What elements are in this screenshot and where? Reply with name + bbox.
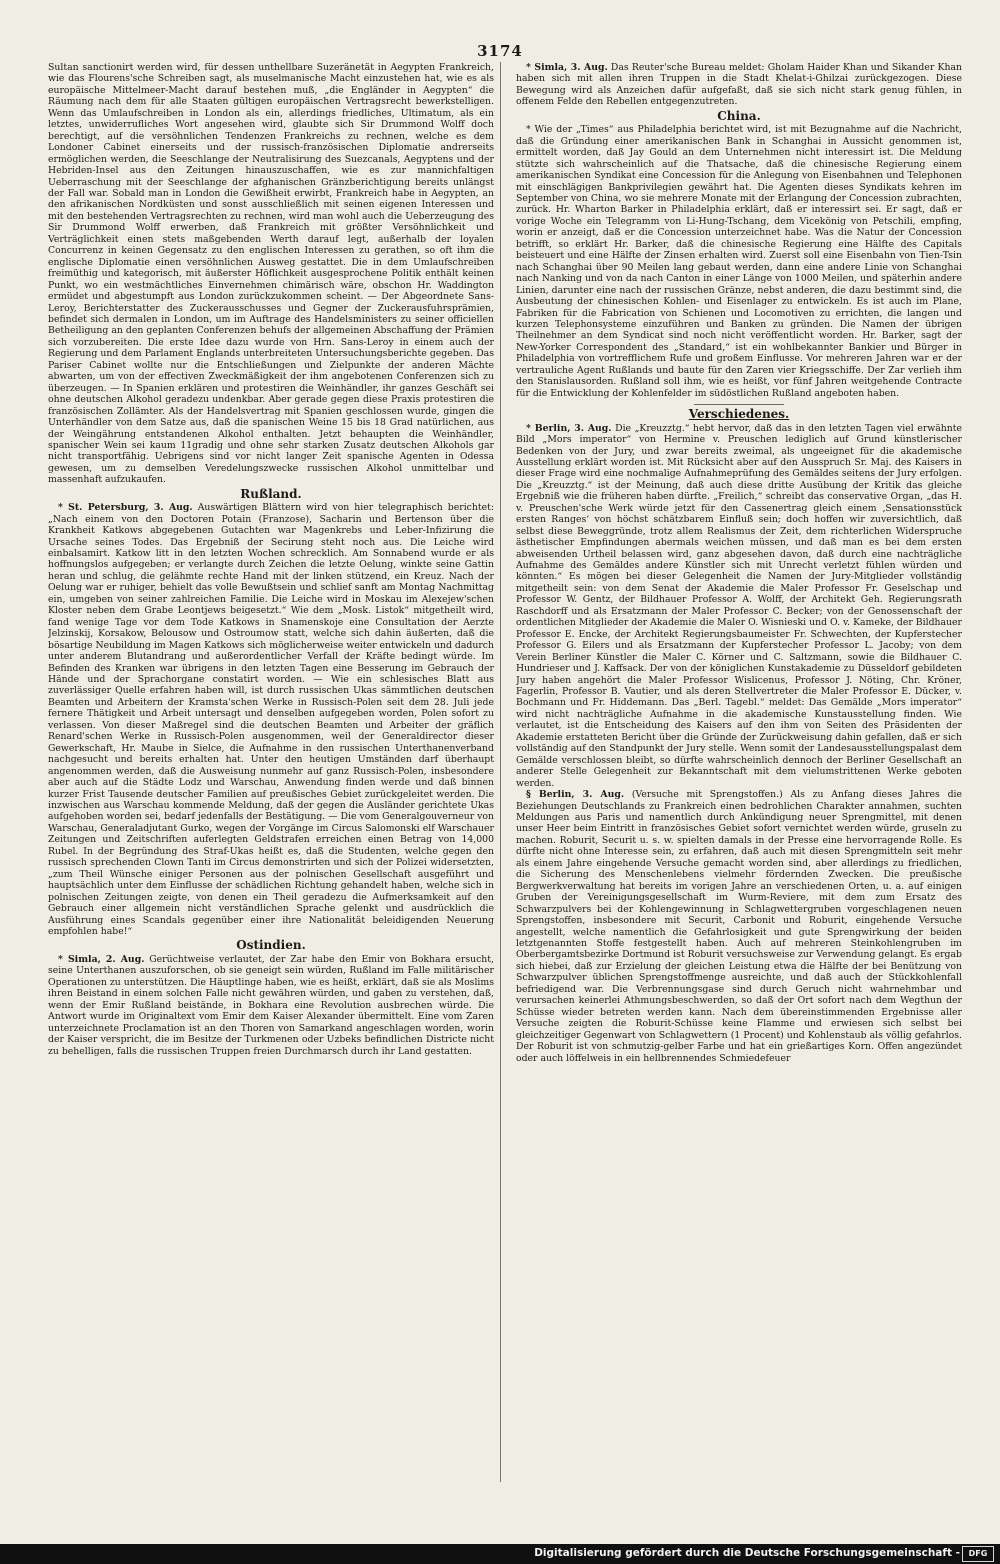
section-heading-russland: Rußland. xyxy=(240,486,302,501)
article-text: (Versuche mit Sprengstoffen.) Als zu Anfang dieses Jahres die Beziehungen Deutschlands zu Frankreich einen bedrohlichen Charakter annahmen, suchten Meldungen aus Paris und namentlich durch Ankündigung neuer Sprengmittel, mit denen unser Heer beim Eintritt in französisches Gebiet sofort vernichtet werden würde, gruseln zu machen. Roburit, Securit u. s. w. spielten damals in der Presse eine hervorragende Rolle. Es dürfte nicht ohne Interesse sein, zu erfahren, daß auch mit diesen Sprengmitteln seit mehr als einem Jahre eingehende Versuche gemacht worden sind, aber allerdings zu friedlichen, die Sicherung des Menschenlebens vielmehr fördernden Zwecken. Die preußische Bergwerkverwaltung hat bereits im vorigen Jahre an verschiedenen Orten, u. a. auf einigen Gruben der Vereinigungsgesellschaft im Wurm-Reviere, mit dem zum Ersatz des Schwarzpulvers bei der Kohlengewinnung in Schlagwettergruben vorgeschlagenen neuen Sprengstoffen, insbesondere mit Securit, Carbonit und Roburit, eingehende Versuche angestellt, welche namentlich die Gefahrlosigkeit und gute Sprengwirkung der beiden letztgenannten Stoffe festgestellt haben. Auch auf mehreren Steinkohlengruben im Oberbergamtsbezirke Dortmund ist Roburit versuchsweise zur Verwendung gelangt. Es ergab sich hiebei, daß zur Erzielung der gleichen Leistung etwa die Hälfte der bei Benützung von Schwarzpulver üblichen Sprengstoffmenge ausreichte, und daß auch der Stückkohlenfall befriedigend war. Die Verbrennungsgase sind durch Geruch nicht wahrnehmbar und verursachen keinerlei Athmungsbeschwerden, so daß der Ort sofort nach dem Wegthun der Schüsse wieder betreten werden kann. Nach dem übereinstimmenden Ergebnisse aller Versuche zeigten die Roburit-Schüsse keine Flamme und erwiesen sich selbst bei gleichzeitiger Gegenwart von Schlagwettern (1 Procent) und Kohlenstaub als völlig gefahrlos. Der Roburit ist von schmutzig-gelber Farbe und hat ein grießartiges Korn. Offen angezündet oder auch löffelweis in ein hellbrennendes Schmiedefeuer xyxy=(516,789,962,1064)
column-divider xyxy=(500,62,501,1482)
article-text: Das Reuter'sche Bureau meldet: Gholam Haider Khan und Sikander Khan haben sich mit allen ihren Truppen in die Stadt Khelat-i-Ghilzai zurückgezogen. Diese Bewegung wird als Anzeichen dafür aufgefaßt, daß sie sich nicht stark genug fühlen, in offenem Felde den Rebellen entgegenzutreten. xyxy=(516,62,962,108)
dateline: * St. Petersburg, 3. Aug. xyxy=(58,502,193,514)
article-paragraph: * Wie der „Times“ aus Philadelphia berichtet wird, ist mit Bezugnahme auf die Nachricht, daß die Gründung einer amerikanischen Bank in Schanghai in Aussicht genommen ist, ermittelt worden, daß Jay Gould an dem Unternehmen nicht interessirt ist. Die Meldung stützte sich wahrscheinlich auf die Thatsache, daß die chinesische Regierung einem amerikanischen Syndikat eine Concession für die Anlegung von Eisenbahnen und Telephonen mit einschlägigen Bankprivilegien gewährt hat. Die Agenten dieses Syndikats kehren im September von China, wo sie mehrere Monate mit der Erlangung der Concession zubrachten, zurück. Hr. Wharton Barker in Philadelphia erklärt, daß er interessirt sei. Er sagt, daß er vorige Woche ein Telegramm von Li-Hung-Tschang, dem Vicekönig von Petschili, empfing, worin er anzeigt, daß er die Concession unterzeichnet habe. Was die Natur der Concession betrifft, so erklärt Hr. Barker, daß die chinesische Regierung eine Hälfte des Capitals beisteuert und eine Hälfte der Zinsen erhalten wird. Zuerst soll eine Eisenbahn von Tien-Tsin nach Schanghai über 90 Meilen lang gebaut werden, dann eine andere Linie von Schanghai nach Nanking und von da nach Canton in einer Länge von 1000 Meilen, und späterhin andere Linien, darunter eine nach der russischen Gränze, nebst anderen, die dazu bestimmt sind, die Ausbeutung der chinesischen Kohlen- und Eisenlager zu entwickeln. Es ist auch im Plane, Fabriken für die Fabrication von Schienen und Locomotiven zu errichten, die langen und kurzen Telephonsysteme einzuführen und Banken zu gründen. Die Namen der übrigen Theilnehmer an dem Syndicat sind noch nicht veröffentlicht worden. Hr. Barker, sagt der New-Yorker Correspondent des „Standard,“ ist ein wohlbekannter Bankier und Bürger in Philadelphia von vortrefflichem Rufe und großem Einflusse. Vor mehreren Jahren war er der vertrauliche Agent Rußlands und baute für den Zaren vier Kriegsschiffe. Der Zar verlieh ihm den Stanislausorden. Rußland soll ihm, wie es heißt, vor fünf Jahren weitgehende Contracte für die Entwicklung der Kohlenfelder im südöstlichen Rußland angeboten haben. xyxy=(516,124,962,399)
dateline: * Simla, 3. Aug. xyxy=(526,62,608,73)
section-heading-china: China. xyxy=(717,108,761,123)
article-paragraph xyxy=(516,423,962,790)
article-paragraph xyxy=(516,789,962,1064)
article-paragraph xyxy=(48,954,494,1057)
article-text: Gerüchtweise verlautet, der Zar habe den Emir von Bokhara ersucht, seine Unterthanen auszuforschen, ob sie geneigt sein würden, Rußland im Falle militärischer Operationen zu unterstützen. Die Häuptlinge haben, wie es heißt, erklärt, daß sie als Moslims ihren Beistand in einem solchen Falle nicht gewähren würden, und gaben zu verstehen, daß, wenn der Emir Rußland beistände, in Bokhara eine Revolution ausbrechen würde. Die Antwort wurde im Originaltext vom Emir dem Kaiser Alexander übermittelt. Eine vom Zaren unterzeichnete Proclamation ist an den Thoren von Samarkand angeschlagen worden, worin der Kaiser verspricht, die im Besitze der Turkmenen oder Uzbeks befindlichen Districte nicht zu behelligen, falls die russischen Truppen freien Durchmarsch durch ihr Land gestatten. xyxy=(48,953,494,1057)
digitization-footer xyxy=(0,1544,1000,1564)
section-heading-verschiedenes: Verschiedenes. xyxy=(688,407,790,422)
footer-text: Digitalisierung gefördert durch die Deutsche Forschungsgemeinschaft - xyxy=(534,1547,960,1559)
section-heading-ostindien: Ostindien. xyxy=(236,938,306,953)
section-rule xyxy=(694,404,784,405)
article-paragraph xyxy=(516,62,962,108)
dfg-logo: DFG xyxy=(962,1546,994,1562)
article-paragraph xyxy=(48,502,494,937)
article-text: Die „Kreuzztg.“ hebt hervor, daß das in den letzten Tagen viel erwähnte Bild „Mors imperator“ von Hermine v. Preuschen lediglich auf Grund künstlerischer Bedenken von der Jury, und zwar bereits zweimal, als ungeeignet für die akademische Ausstellung erklärt worden ist. Mit Rücksicht aber auf den Ausspruch Sr. Maj. des Kaisers in dieser Frage wird eine nochmalige Aufnahmeprüfung des Gemäldes seitens der Jury erfolgen. Die „Kreuzztg.“ ist der Meinung, daß auch diese dritte Ausübung der Kritik das gleiche Ergebniß wie die früheren haben dürfte. „Freilich,“ schreibt das conservative Organ, „das H. v. Preuschen'sche Werk würde jetzt für den Cassenertrag gleich einem ‚Sensationsstück ersten Ranges‘ von höchst schätzbarem Einfluß sein; doch hoffen wir zuversichtlich, daß selbst diese Beweggründe, trotz allem Realismus der Zeit, dem richterlichen Widerspruche ästhetischer Empfindungen abermals weichen müssen, und daß man es bei dem ersten abweisenden Urtheil belassen wird, ganz abgesehen davon, daß durch eine nachträgliche Aufnahme des Gemäldes andere Künstler sich mit Unrecht verletzt fühlen würden und könnten.“ Es mögen bei dieser Gelegenheit die Namen der Jury-Mitglieder vollständig mitgetheilt sein: von dem Senat der Akademie die Maler Professor Fr. Geselschap und Professor W. Gentz, der Bildhauer Professor A. Wolff, der Architekt Geh. Regierungsrath Raschdorff und als Ersatzmann der Maler Professor C. Becker; von der Genossenschaft der ordentlichen Mitglieder der Akademie die Maler O. Wisnieski und O. v. Kameke, der Bildhauer Professor E. Encke, der Architekt Regierungsbaumeister Fr. Schwechten, der Kupferstecher Professor G. Eilers und als Ersatzmann der Kupferstecher Professor L. Jacoby; von dem Verein Berliner Künstler die Maler C. Körner und C. Saltzmann, sowie die Bildhauer C. Hundrieser und J. Kaffsack. Der von der königlichen Kunstakademie zu Düsseldorf gebildeten Jury haben angehört die Maler Professor Wislicenus, Professor J. Nöting, Chr. Kröner, Fagerlin, Professor B. Vautier, und als deren Stellvertreter die Maler Professor E. Dücker, v. Bochmann und Fr. Hiddemann. Das „Berl. Tagebl.“ meldet: Das Gemälde „Mors imperator“ wird nicht nachträgliche Aufnahme in die akademische Kunstausstellung finden. Wie verlautet, ist die Entscheidung des Kaisers auf den ihm von Seiten des Präsidenten der Akademie erstatteten Bericht über die Gründe der Zurückweisung dahin gefallen, daß er sich vollständig auf den Standpunkt der Jury stelle. Wenn somit der Landesausstellungspalast dem Gemälde verschlossen bleibt, so dürfte wahrscheinlich dennoch der Berliner Gesellschaft an anderer Stelle Gelegenheit zur Bekanntschaft mit dem vielumstrittenen Werke geboten werden. xyxy=(516,422,962,789)
page-number: 3174 xyxy=(477,42,523,60)
left-column xyxy=(48,62,494,1482)
right-column xyxy=(516,62,962,1482)
dateline: * Simla, 2. Aug. xyxy=(58,953,145,965)
article-text: Auswärtigen Blättern wird von hier telegraphisch berichtet: „Nach einem von den Doctoren Potain (Franzose), Sacharin und Bertenson über die Krankheit Katkows abgegebenen Gutachten war Magenkrebs und Leber-Infizirung die Ursache seines Todes. Das Ergebniß der Secirung steht noch aus. Die Leiche wird einbalsamirt. Katkow litt in den letzten Wochen schrecklich. Am Sonnabend wurde er als hoffnungslos aufgegeben; er verlangte durch Zeichen die letzte Oelung, winkte seine Gattin heran und schlug, die gelähmte rechte Hand mit der linken stützend, ein Kreuz. Nach der Oelung war er ruhiger, behielt das volle Bewußtsein und schlief sanft am Montag Nachmittag ein, umgeben von seiner zahlreichen Familie. Die Leiche wird in Moskau im Alexejew'schen Kloster neben dem Grabe Leontjews beigesetzt.“ Wie dem „Mosk. Listok“ mitgetheilt wird, fand wenige Tage vor dem Tode Katkows in Snamenskoje eine Consultation der Aerzte Jelzinskij, Korsakow, Belousow und Ostroumow statt, welche sich dahin äußerten, daß die bösartige Neubildung im Magen Katkows sich möglicherweise weiter entwickeln und dadurch unter anderem Blutandrang und außerordentlicher Verfall der Kräfte bedingt würde. Im Befinden des Kranken war übrigens in den letzten Tagen eine Besserung im Gebrauch der Hände und der Sprachorgane constatirt worden. — Wie ein schlesisches Blatt aus zuverlässiger Quelle erfahren haben will, ist durch russischen Ukas sämmtlichen deutschen Beamten und Arbeitern der Kramsta'schen Werke in Russisch-Polen seit dem 28. Juli jede fernere Thätigkeit und Arbeit untersagt und denselben aufgegeben worden, Polen sofort zu verlassen. Von dieser Maßregel sind die deutschen Beamten und Arbeiter der gräflich Renard'schen Werke in Russisch-Polen ausgenommen, weil der Generaldirector dieser Gewerkschaft, Hr. Maube in Sielce, die Aufnahme in den russischen Unterthanenverband nachgesucht und bereits erhalten hat. Unter den heutigen Umständen darf überhaupt angenommen werden, daß die Ausweisung nunmehr auf ganz Russisch-Polen, insbesondere aber auch auf die Städte Lodz und Warschau, Anwendung finden werde und daß binnen kurzer Frist Tausende deutscher Familien auf preußisches Gebiet zurückgeleitet werden. Die inzwischen aus Warschau kommende Meldung, daß der gegen die Ausländer gerichtete Ukas aufgehoben worden sei, bedarf jedenfalls der Bestätigung. — Die vom Generalgouverneur von Warschau, Generaladjutant Gurko, wegen der Vorgänge im Circus Salomonski elf Warschauer Zeitungen und Zeitschriften auferlegten Geldstrafen erreichen einen Betrag von 14,000 Rubel. In der Begründung des Straf-Ukas heißt es, daß die Studenten, welche gegen den russisch sprechenden Clown Tanti im Circus demonstrirten und sich der Polizei widersetzten, „zum Theil Wünsche einiger Personen aus der polnischen Gesellschaft ausgeführt und hauptsächlich unter dem Einflusse der schädlichen Richtung gehandelt haben, welche sich in polnischen Zeitungen zeigte, von denen ein Theil geradezu die Aufmerksamkeit auf den Gebrauch einer allgemein nicht verständlichen Sprache gelenkt und ausdrücklich die Ausführung eines Scandals gegenüber einer ihre Nationalität beleidigenden Neuerung empfohlen habe!“ xyxy=(48,502,494,937)
dateline: * Berlin, 3. Aug. xyxy=(526,422,612,434)
dateline: § Berlin, 3. Aug. xyxy=(526,789,625,801)
article-paragraph: Sultan sanctionirt werden wird, für dessen unthellbare Suzeränetät in Aegypten Frankreich, wie das Flourens'sche Schreiben sagt, als muselmanische Macht einzustehen hat, wie es als europäische Mittelmeer-Macht darauf bestehen muß, „die Engländer in Aegypten“ die Räumung nach dem für alle Staaten gültigen europäischen Vertragsrecht bewerkstelligen. Wenn das Umlaufschreiben in London als ein, allerdings friedliches, Ultimatum, als ein letztes, unwiderrufliches Wort angesehen wird, glaubte sich Sir Drummond Wolff doch berechtigt, auf die versöhnlichen Tendenzen Frankreichs zu rechnen, welche es dem Londoner Cabinet einerseits und der russisch-französischen Diplomatie andrerseits ermöglichen werden, die Seeschlange der Neutralisirung des Suezcanals, Aegyptens und der Hebriden-Insel aus den Zeitungen hinauszuschaffen, wie es zur mannichfaltigen Ueberraschung mit der Seeschlange der afghanischen Gränzberichtigung bereits unlängst der Fall war. Sobald man in London die Gewißheit erwirbt, Frankreich habe in Aegypten, an den afrikanischen Nordküsten und sonst ausschließlich mit seinen eigenen Interessen und mit den bestehenden Vertragsrechten zu rechnen, wird man wohl auch die Ueberzeugung des Sir Drummond Wolff erwerben, daß Frankreich mit größter Versöhnlichkeit und Verträglichkeit einen stets maßgebenden Werth darauf legt, außerhalb der loyalen Concurrenz in keinen Gegensatz zu den englischen Interessen zu gerathen, so oft ihm die englische Diplomatie einen versöhnlichen Ausweg gestattet. Die in dem Umlaufschreiben freimüthig und kategorisch, mit äußerster Höflichkeit ausgesprochene Politik enthält keinen Punkt, wo ein westmächtliches Einvernehmen chimärisch wäre, obschon Hr. Waddington ermüdet und abgestumpft aus London zurückzukommen scheint. — Der Abgeordnete Sans-Leroy, Berichterstatter des Zuckerausschusses und Gegner der Zuckerausfuhrsprämien, befindet sich dermalen in London, um im Auftrage des Handelsministers zu seiner officiellen Betheiligung an den geplanten Conferenzen behufs der allgemeinen Abschaffung der Prämien sich vorzubereiten. Die erste Idee dazu wurde von Hrn. Sans-Leroy in einem auch der Regierung und dem Parlament Englands unterbreiteten Untersuchungsberichte gegeben. Das Pariser Cabinet wollte nur die Entschließungen und Zielpunkte der anderen Mächte abwarten, um von der effectiven Zweckmäßigkeit der ihm angebotenen Conferenzen sich zu überzeugen. — In Spanien erklären und protestiren die Weinhändler, ihr ganzes Geschäft sei ohne deutschen Alkohol geradezu undenkbar. Aber gerade gegen diese Praxis protestiren die französischen Zollämter. Als der Handelsvertrag mit Spanien geschlossen wurde, gingen die Unterhändler von dem Satze aus, daß die spanischen Weine 15 bis 18 Grad natürlichen, aus der Weingährung entstandenen Alkohol enthalten. Jetzt behaupten die Weinhändler, spanischer Wein sei kaum 11gradig und ohne sehr starken Zusatz deutschen Alkohols gar nicht transportfähig. Uebrigens sind vor nicht langer Zeit spanische Agenten in Odessa gewesen, um zu demselben Veredelungszwecke russischen Alkohol unmittelbar und massenhaft aufzukaufen. xyxy=(48,62,494,486)
